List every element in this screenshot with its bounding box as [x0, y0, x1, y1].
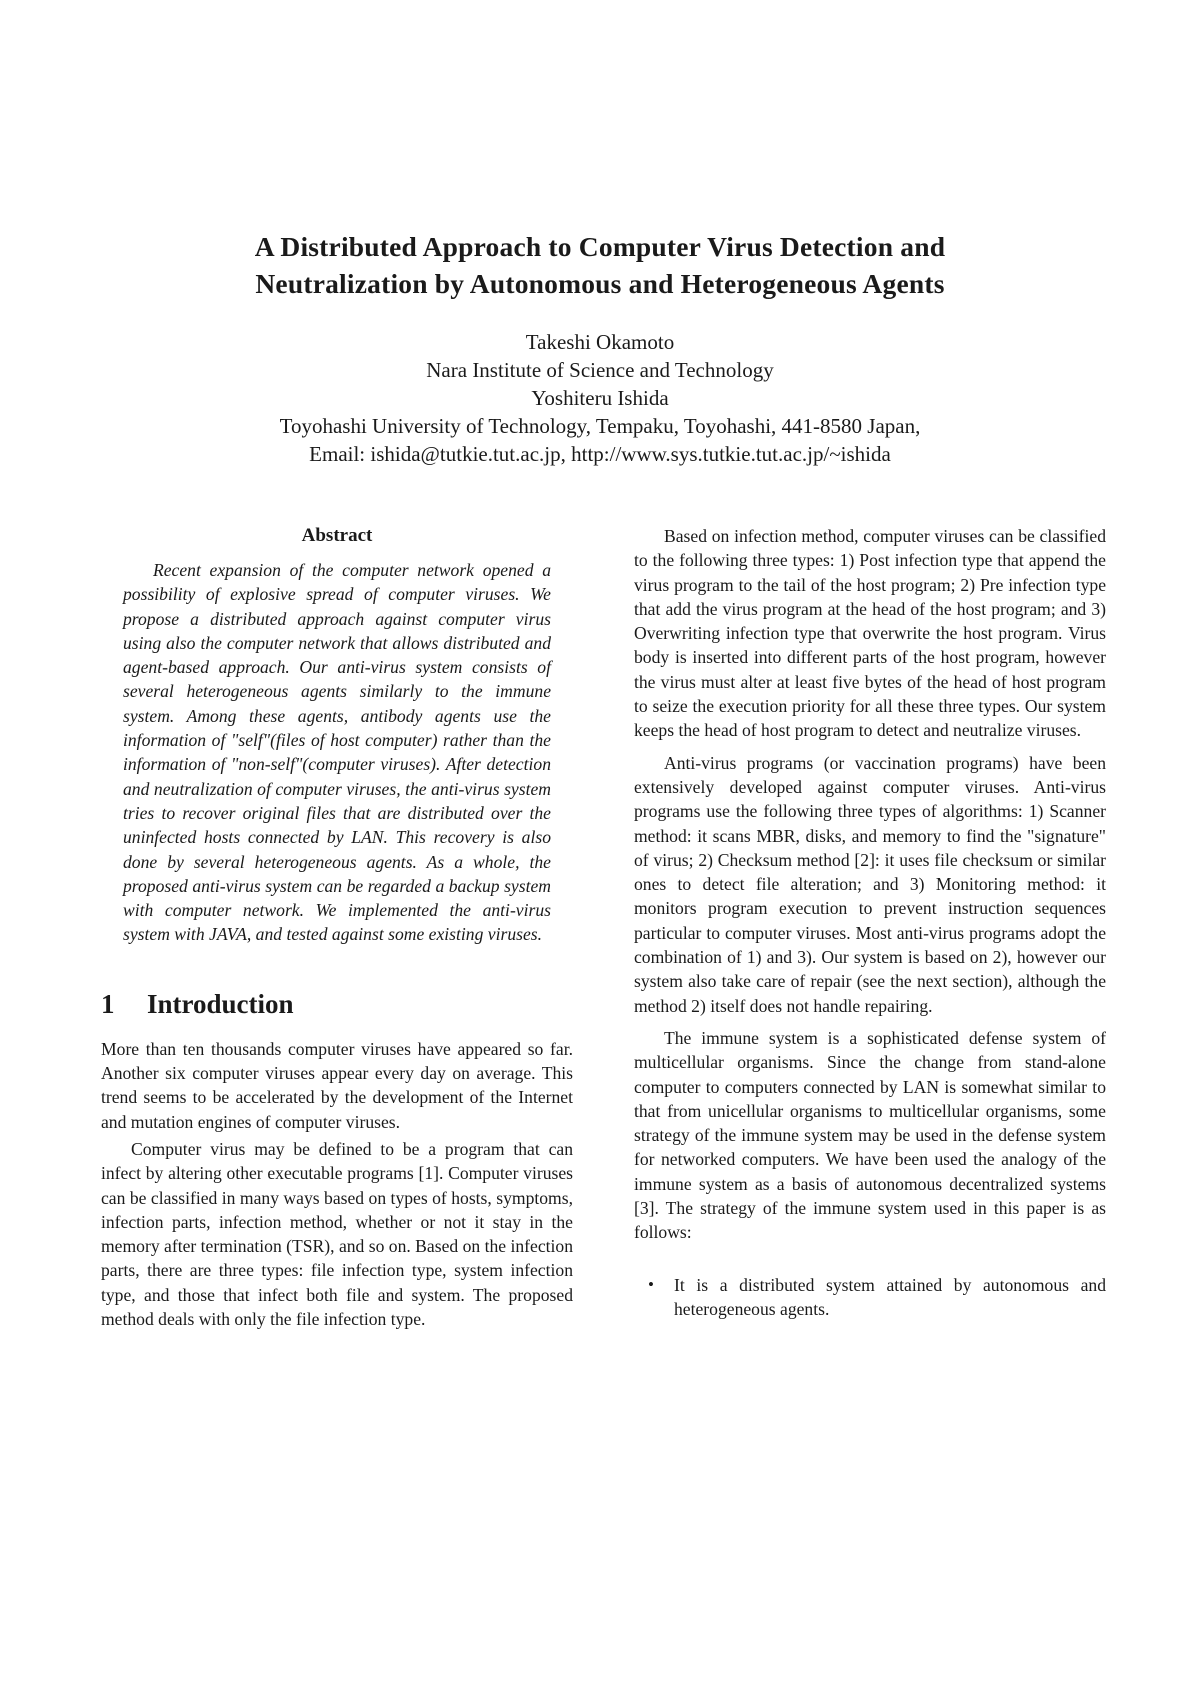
- section-number: 1: [101, 988, 115, 1019]
- author-affiliation-1: Nara Institute of Science and Technology: [426, 358, 774, 382]
- author-block: [100, 328, 1100, 468]
- author-name-1: Takeshi Okamoto: [525, 330, 675, 354]
- right-column: [634, 524, 1106, 1321]
- body-paragraph-immune-system: The immune system is a sophisticated defense system of multicellular organisms. Since the change from stand-alone computer to computers connected by LAN is somewhat similar to that from unicellular organisms to multicellular organisms, some strategy of the immune system may be used in the defense system for networked computers. We have been used the analogy of the immune system as a basis of autonomous decentralized systems [3]. The strategy of the immune system used in this paper is as follows:: [634, 1027, 1106, 1243]
- author-affiliation-2: Toyohashi University of Technology, Tempaku, Toyohashi, 441-8580 Japan,: [279, 414, 921, 438]
- paper-title: [100, 228, 1100, 302]
- strategy-list: [634, 1273, 1106, 1322]
- section-title: Introduction: [147, 988, 294, 1019]
- bullet-icon: •: [648, 1274, 654, 1294]
- abstract-text: Recent expansion of the computer network opened a possibility of explosive spread of computer viruses. We propose a distributed approach against computer virus using also the computer network that allows distributed and agent-based approach. Our anti-virus system consists of several heterogeneous agents similarly to the immune system. Among these agents, antibody agents use the information of "self"(files of host computer) rather than the information of "non-self"(computer viruses). After detection and neutralization of computer viruses, the anti-virus system tries to recover original files that are distributed over the uninfected hosts connected by LAN. This recovery is also done by several heterogeneous agents. As a whole, the proposed anti-virus system can be regarded a backup system with computer network. We implemented the anti-virus system with JAVA, and tested against some existing viruses.: [123, 560, 551, 945]
- body-paragraph-anti-virus: Anti-virus programs (or vaccination programs) have been extensively developed against computer viruses. Anti-virus programs use the following three types of algorithms: 1) Scanner method: it scans MBR, disks, and memory to find the "signature" of virus; 2) Checksum method [2]: it uses file checksum or similar ones to detect file alteration; and 3) Monitoring method: it monitors program execution to prevent instruction sequences particular to computer viruses. Most anti-virus programs adopt the combination of 1) and 3). Our system is based on 2), however our system also take care of repair (see the next section), although the method 2) itself does not handle repairing.: [634, 752, 1106, 1016]
- title-line-2: Neutralization by Autonomous and Heterogeneous Agents: [255, 268, 945, 299]
- list-item: [634, 1273, 1106, 1322]
- intro-paragraph-1: More than ten thousands computer viruses have appeared so far. Another six computer viruses appear every day on average. This trend seems to be accelerated by the development of the Internet and mutation engines of computer viruses.: [101, 1038, 573, 1132]
- section-heading-introduction: [101, 987, 573, 1021]
- list-item-text: It is a distributed system attained by autonomous and heterogeneous agents.: [674, 1274, 1106, 1319]
- body-paragraph-infection-method: Based on infection method, computer viruses can be classified to the following three types: 1) Post infection type that append the virus program to the tail of the host program; 2) Pre infection type that add the virus program at the head of the host program; and 3) Overwriting infection type that overwrite the host program. Virus body is inserted into different parts of the host program, however the virus must alter at least five bytes of the head of host program to seize the execution priority for all these three types. Our system keeps the head of host program to detect and neutralize viruses.: [634, 526, 1106, 741]
- title-line-1: A Distributed Approach to Computer Virus Detection and: [254, 231, 946, 262]
- left-column: [101, 524, 573, 1331]
- intro-paragraph-2: Computer virus may be defined to be a program that can infect by altering other executable programs [1]. Computer viruses can be classified in many ways based on types of hosts, symptoms, infection parts, infection method, whether or not it stay in the memory after termination (TSR), and so on. Based on the infection parts, there are three types: file infection type, system infection type, and those that infect both file and system. The proposed method deals with only the file infection type.: [101, 1138, 573, 1330]
- author-contact: Email: ishida@tutkie.tut.ac.jp, http://www.sys.tutkie.tut.ac.jp/~ishida: [309, 442, 891, 466]
- abstract-heading: Abstract: [301, 525, 373, 546]
- author-name-2: Yoshiteru Ishida: [531, 386, 669, 410]
